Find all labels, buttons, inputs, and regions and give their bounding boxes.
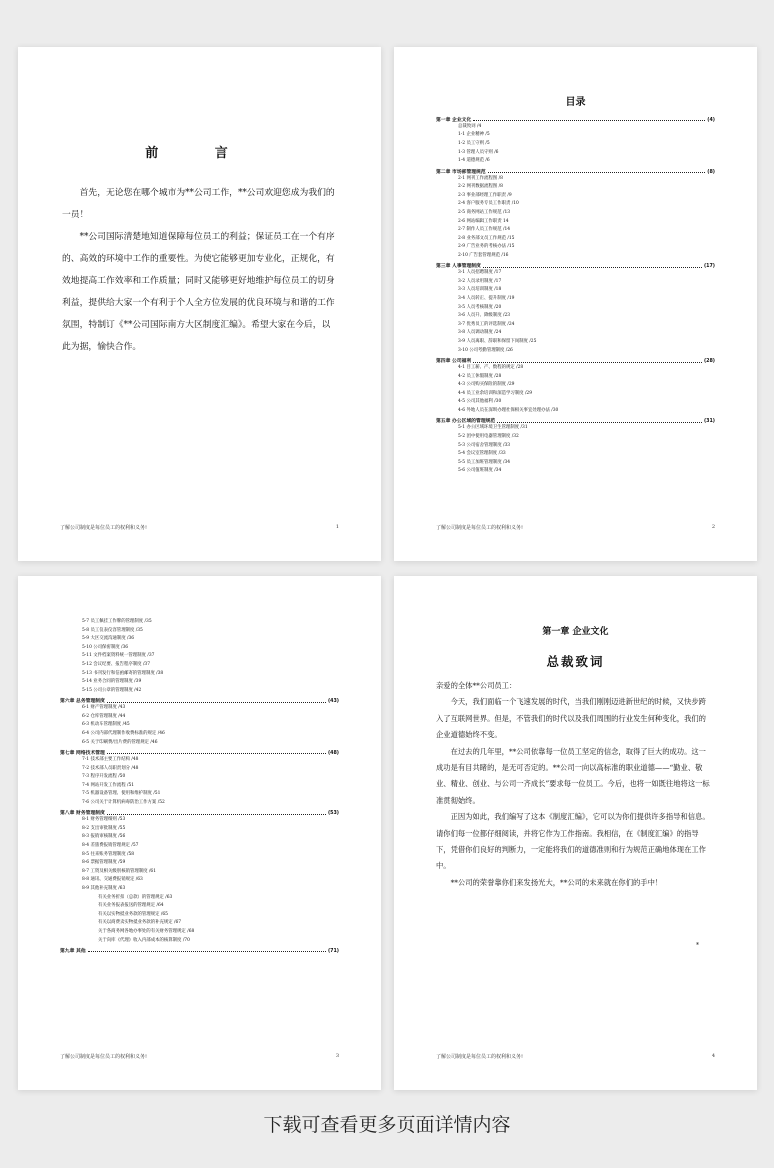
toc-chapter[interactable] [60,695,339,704]
page-number: 4 [711,1053,715,1059]
toc-item[interactable]: 6-5 关于印刷费/出片费的管理规定 /46 [82,739,158,745]
page-toc-2 [18,576,381,1090]
toc-item[interactable]: 7-2 技术部人员职责划分 /48 [82,765,139,771]
toc-chapter-title: 第三章 人事管理制度 [436,264,481,270]
toc-chapter[interactable] [60,945,339,954]
toc-item[interactable]: 7-1 技术部主要工作结构 /48 [82,756,139,762]
toc-chapter[interactable] [436,114,715,123]
toc-item[interactable]: 5-4 会议室管理制度 /33 [458,451,506,457]
toc-chapter[interactable] [436,355,715,364]
address-paragraph: 今天，我们面临一个飞速发展的时代，当我们刚刚迈进新世纪的时候，又快步跨入了互联网世界。但是，不管我们的时代以及我们周围的行业发生何种变化，我们的企业道德始终不变。 [436,697,706,740]
toc-leader-dots [107,814,326,815]
toc-item[interactable]: 2-6 网站编辑工作职责 14 [458,218,509,224]
toc-chapter-page: (8) [707,169,715,175]
toc-chapter-page: (17) [703,264,715,270]
toc-item[interactable]: 3-1 人员招聘制度 /17 [458,270,502,276]
toc-item[interactable]: 5-1 办公区域环境卫生管理制度 /31 [458,425,528,431]
toc-leader-dots [483,267,702,268]
toc-chapter[interactable] [436,166,715,175]
toc-item[interactable]: 5-14 业务合同的管理制度 /39 [82,679,142,685]
toc-leader-dots [107,753,326,754]
toc-item[interactable]: 8-1 财务管理细则 /53 [82,817,126,823]
toc-leader-dots [473,362,702,363]
toc-chapter-page: (53) [327,811,339,817]
toc-list [436,114,715,476]
toc-item[interactable]: 1-3 管理人员守则 /6 [458,149,499,155]
toc-chapter-title: 第七章 网络技术管理 [60,750,105,756]
toc-item[interactable]: 3-7 优秀员工的评选制度 /24 [458,321,515,327]
toc-item[interactable]: 2-3 事业部经理工作职责 /9 [458,192,512,198]
toc-item[interactable]: 5-6 公司值班制度 /34 [458,468,502,474]
toc-item[interactable]: 4-1 目工薪、产、数程的规定 /28 [458,365,524,371]
footer-text: 了解公司制度是每位员工的权利和义务! [60,525,148,531]
toc-item[interactable]: 7-4 网站开发工作流程 /51 [82,782,135,788]
chapter-heading: 第一章 企业文化 [542,627,609,637]
preface-paragraph: **公司国际清楚地知道保障每位员工的利益；保证员工在一个有序的、高效的环境中工作的重要性。为使它能够更加专业化，正规化，有效地提高工作效率和工作质量；同时又能够更好地维护每位员工的切身利益，提供给大家一个有利于个人全方位发展的优良环境与和谐的工作氛围，特制订《**公司国际南方大区制度汇编》。希望大家在今后，以此为据，愉快合作。 [62,232,335,352]
toc-item[interactable]: 3-6 人员升、降级制度 /23 [458,313,511,319]
toc-item[interactable]: 3-5 人员考核制度 /20 [458,304,502,310]
toc-item[interactable]: 5-7 员工佩挂工作牌的管理制度 /35 [82,619,152,624]
toc-item[interactable]: 4-2 员工休假制度 /28 [458,373,502,379]
toc-item[interactable]: 3-3 人员培训制度 /18 [458,287,502,293]
toc-item[interactable]: 6-1 财产管理制度 /43 [82,705,126,711]
toc-chapter-title: 第四章 公司福利 [436,359,472,365]
toc-list [60,618,339,954]
toc-item[interactable]: 7-5 机器设备管理、使用和维护制度 /51 [82,791,161,797]
toc-chapter-title: 第一章 企业文化 [436,117,472,123]
toc-item[interactable]: 8-2 支出审批制度 /55 [82,825,126,831]
toc-item[interactable]: 3-10 公司考勤管理制度 /26 [458,347,513,353]
footer-text: 了解公司制度是每位员工的权利和义务! [60,1054,148,1060]
toc-chapter-title: 第五章 办公区域的管理规范 [436,419,496,425]
toc-chapter[interactable] [436,261,715,270]
toc-item[interactable]: 8-4 差旅费报销管理规定 /57 [82,843,139,849]
toc-item[interactable]: 6-2 仓库管理制度 /44 [82,713,126,719]
page-footer [60,1053,339,1060]
toc-leader-dots [88,951,326,952]
toc-item[interactable]: 5-15 公司公章的管理制度 /42 [82,687,142,693]
preface-title: 前 言 [145,146,254,161]
toc-item[interactable]: 7-3 程序开发流程 /50 [82,774,126,780]
toc-item[interactable]: 4-5 公司其他福利 /30 [458,399,502,405]
address-paragraph: 在过去的几年里，**公司依靠每一位员工坚定的信念，取得了巨大的成功。这一成功是有目共睹的，是无可否定的。**公司一向以高标准的职业道德——“勤业、敬业、精业、创业、与公司一齐成长”要求每一位员工。今后，也将一如既往地将这一标准贯彻始终。 [436,746,710,805]
toc-item[interactable]: 8-8 通讯、交通费报销规定 /63 [82,877,143,883]
toc-item[interactable]: 2-1 网刊工作流程图 /8 [458,175,503,181]
toc-item[interactable]: 5-13 书刊发行和信函邮寄的管理制度 /38 [82,670,164,676]
toc-item[interactable]: 8-7 工资及相关级别核销管理制度 /61 [82,868,157,874]
toc-item[interactable]: 4-4 员工业余培训和深造学习制度 /29 [458,390,533,396]
toc-chapter[interactable] [60,807,339,816]
download-prompt: 下载可查看更多页面详情内容 [263,1114,511,1136]
toc-item[interactable]: 6-4 公司内部代理制作收费标准的规定 /46 [82,730,165,736]
toc-chapter-page: (43) [327,699,339,705]
toc-chapter-page: (48) [327,750,339,756]
toc-item[interactable]: 5-8 员工仪表仪容管理制度 /35 [82,627,143,633]
toc-chapter[interactable] [60,747,339,756]
preface-paragraph: 首先，无论您在哪个城市为**公司工作，**公司欢迎您成为我们的一员！ [62,188,335,220]
toc-item[interactable]: 8-9 其他补充制度 /63 [82,886,126,892]
page-preface [18,47,381,561]
toc-item[interactable]: 2-10 广告套管理规范 /16 [458,252,509,258]
page-president-address [394,576,757,1090]
toc-chapter[interactable] [436,416,715,425]
toc-item[interactable]: 5-11 文件档案资料统一管理制度 /37 [82,653,155,659]
toc-chapter-title: 第二章 市场部管理规范 [436,169,486,175]
toc-title: 目录 [565,97,586,108]
toc-item[interactable]: 8-5 往来账务管理制度 /58 [82,851,135,857]
toc-item[interactable]: 2-8 业务部文员工作规范 /15 [458,235,515,241]
page-number: 3 [335,1053,339,1059]
toc-item[interactable]: 2-2 网刊数据流程图 /8 [458,184,503,190]
toc-item[interactable]: 有关业务报表报送的管理规定 /64 [98,903,164,909]
page-footer [436,524,715,531]
page-toc-1 [394,47,757,561]
page-footer [60,524,339,531]
toc-leader-dots [107,702,326,703]
toc-item[interactable]: 5-9 大区交流沟通制度 /36 [82,636,135,642]
page-number: 2 [711,524,715,530]
toc-item[interactable]: 1-4 道德规范 /6 [458,158,490,164]
toc-item[interactable]: 4-3 公司购买保险的制度 /29 [458,382,515,388]
page-footer [436,1053,715,1060]
toc-item[interactable]: 有关以实物抵业务款的管理规定 /65 [98,911,168,917]
toc-item[interactable]: 1-2 员工守则 /5 [458,140,490,146]
toc-item[interactable]: 3-8 人员调动制度 /24 [458,330,502,336]
page-number: 1 [335,524,339,530]
address-paragraph: 亲爱的全体**公司员工： [436,681,517,690]
toc-item[interactable]: 总裁致词 /4 [458,123,482,129]
toc-item[interactable]: 3-2 人员录用制度 /17 [458,278,502,284]
toc-item[interactable]: 1-1 企业精神 /5 [458,132,490,138]
toc-item[interactable]: 关于各商务网各地办事处的有关财务管理规定 /68 [98,928,195,934]
toc-item[interactable]: 5-3 公司宿舍管理制度 /33 [458,442,511,448]
toc-item[interactable]: 8-3 报销审核制度 /56 [82,834,126,840]
toc-item[interactable]: 8-6 票据管理制度 /59 [82,860,126,866]
toc-item[interactable]: 7-6 公司关于计算机病毒防治工作方案 /52 [82,799,165,805]
address-title: 总裁致词 [546,654,605,669]
toc-leader-dots [473,120,705,121]
address-body [436,678,713,891]
toc-leader-dots [497,422,702,423]
toc-chapter-page: (71) [327,948,339,954]
toc-chapter-page: (31) [703,419,715,425]
toc-item[interactable]: 2-9 广告业务的考核办法 /15 [458,244,515,250]
toc-leader-dots [488,172,706,173]
toc-item[interactable]: 2-7 制作人员工作规范 /14 [458,227,511,233]
footer-text: 了解公司制度是每位员工的权利和义务! [436,1054,524,1060]
toc-chapter-page: (4) [707,117,715,123]
toc-item[interactable]: 有关业务折扣（总款）的管理规定 /63 [98,894,173,900]
mark: * [696,942,699,949]
toc-item[interactable]: 5-12 会议纪要、报告程序制度 /37 [82,661,151,667]
footer-text: 了解公司制度是每位员工的权利和义务! [436,525,524,531]
toc-item[interactable]: 3-9 人员离职、辞职和保留下岗制度 /25 [458,339,537,345]
preface-body [62,182,337,358]
toc-item[interactable]: 3-4 人员转正、提升制度 /19 [458,296,515,302]
toc-item[interactable]: 2-5 商务网站工作规范 /13 [458,209,511,215]
toc-chapter-title: 第九章 其他 [60,948,86,954]
address-paragraph: **公司的荣誉靠你们来发扬光大，**公司的未来就在你们的手中！ [450,877,663,887]
toc-item[interactable]: 有关以商费卖实物抵业务款的补充规定 /67 [98,920,182,926]
toc-chapter-page: (28) [703,359,715,365]
toc-item[interactable]: 2-4 客户服务专员工作职责 /10 [458,201,519,207]
toc-item[interactable]: 6-3 机动车管理制度 /45 [82,722,130,728]
toc-item[interactable]: 5-5 员工加班管理制度 /34 [458,459,511,465]
toc-chapter-title: 第六章 总务管理制度 [60,699,105,705]
toc-item[interactable]: 5-2 团中使用电器管理制度 /32 [458,433,519,439]
toc-chapter-title: 第八章 财务管理制度 [60,811,105,817]
toc-item[interactable]: 4-6 外地人员在深圳办理社保相关事宜处理办法 /30 [458,408,559,413]
address-paragraph: 正因为如此，我们编写了这本《制度汇编》，它可以为你们提供许多指导和信息。请你们每一位都仔细阅读，并将它作为工作指南。我相信，在《制度汇编》的指导下，凭借你们良好的判断力，一定能将我们的道德准则和行为规范正确地体现在工作中。 [436,812,710,871]
toc-item[interactable]: 关于向库《代理》收入内部成本的核算制度 /70 [98,937,190,943]
toc-item[interactable]: 5-10 公司保密制度 /36 [82,644,129,650]
